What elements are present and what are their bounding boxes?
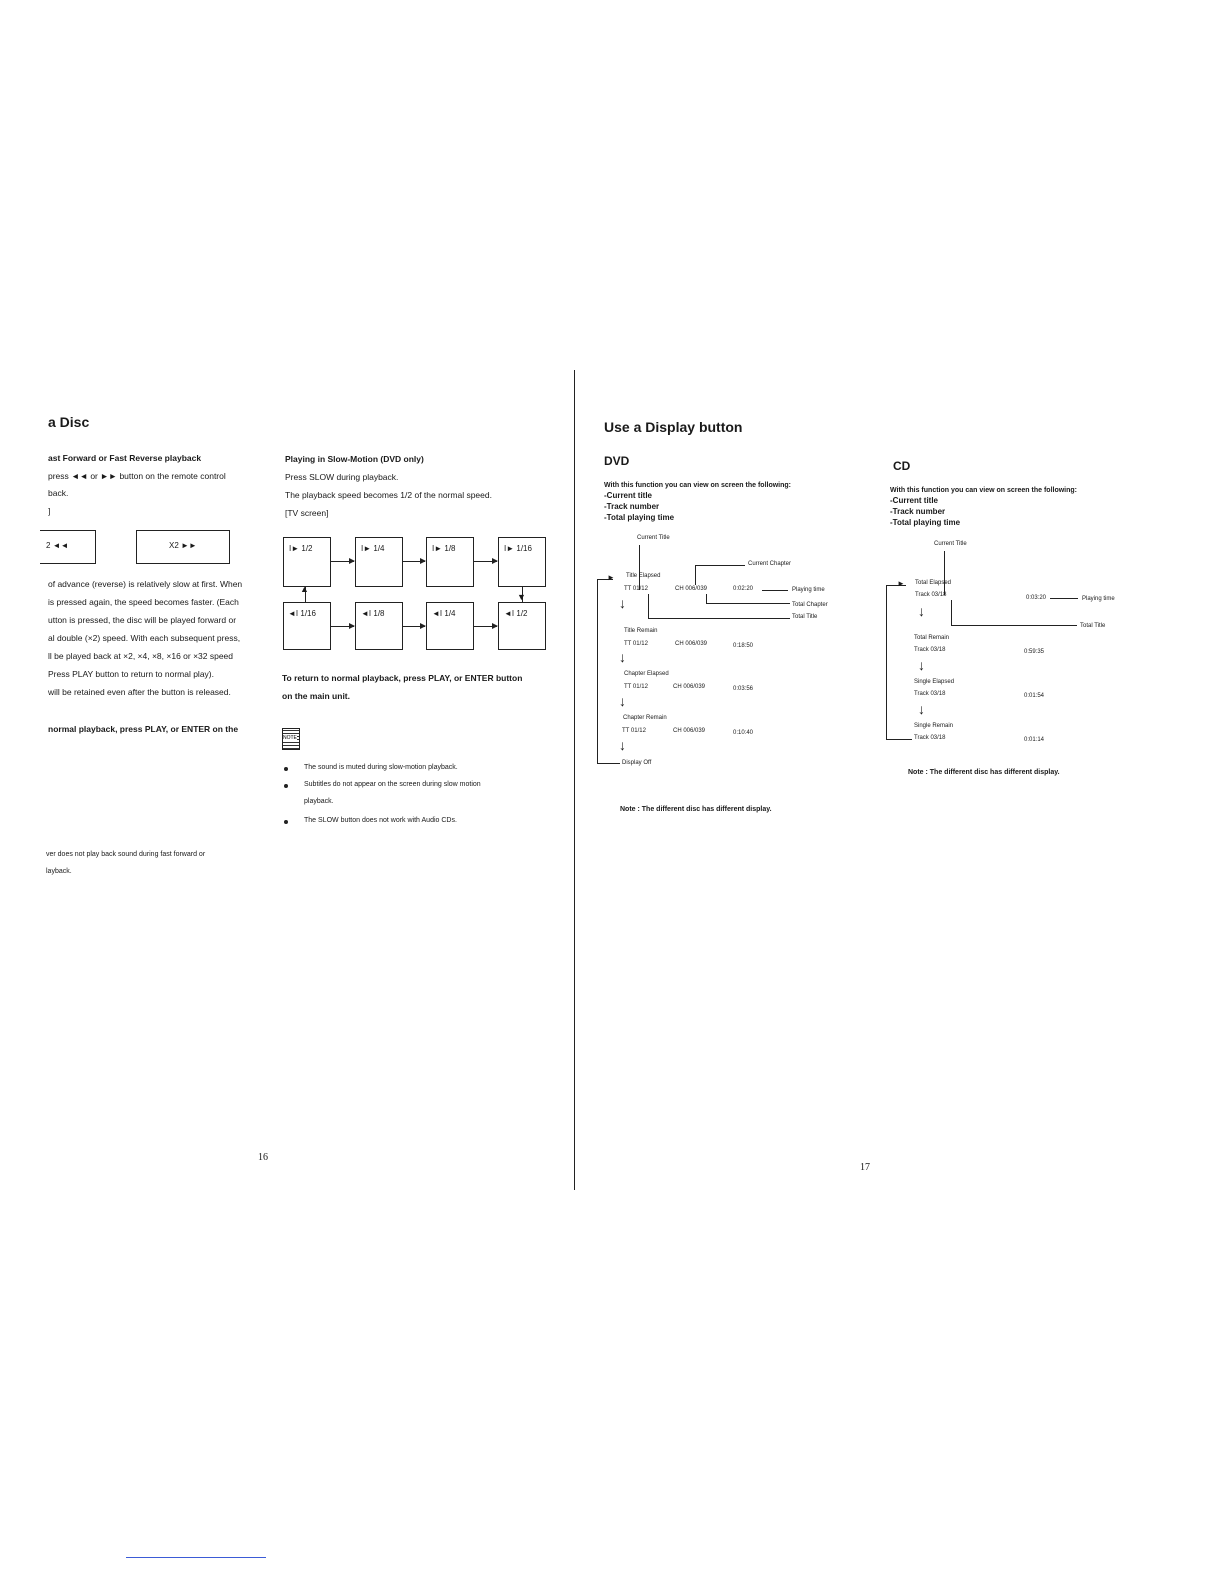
slow-section-title: Playing in Slow-Motion (DVD only) <box>285 454 424 464</box>
cd-state-track: Track 03/18 <box>914 735 946 741</box>
dvd-label-total-title: Total Title <box>792 614 818 620</box>
dvd-intro: With this function you can view on screen the following: <box>604 482 792 489</box>
bullet-icon <box>284 767 288 771</box>
dvd-item: -Current title <box>604 491 652 500</box>
slow-forward-label: I► 1/4 <box>361 544 385 553</box>
cd-item: -Current title <box>890 496 938 505</box>
cd-state-name: Total Elapsed <box>915 580 952 586</box>
ff-paragraph-line: will be retained even after the button is released. <box>48 687 231 697</box>
cd-state-name: Single Remain <box>914 723 954 729</box>
slow-reverse-box-4 <box>498 602 546 650</box>
dvd-label-current-title: Current Title <box>637 535 670 541</box>
ff-paragraph <box>48 575 242 701</box>
down-arrow-icon: ↓ <box>619 737 626 753</box>
flow-arrow <box>403 626 425 627</box>
dvd-state-ch: CH 006/039 <box>673 684 706 690</box>
ff-forward-screen-box <box>136 530 230 564</box>
slow-forward-box-2 <box>355 537 403 587</box>
loop-line <box>886 585 887 739</box>
slow-return-line-1: To return to normal playback, press PLAY, or ENTER button <box>282 673 523 683</box>
cd-state-name: Total Remain <box>914 635 950 641</box>
flow-arrow <box>474 561 497 562</box>
down-arrow-icon: ↓ <box>918 657 925 673</box>
ff-return-text: normal playback, press PLAY, or ENTER on the <box>48 724 239 734</box>
ff-section-title: ast Forward or Fast Reverse playback <box>48 453 202 463</box>
dvd-label-current-chapter: Current Chapter <box>748 561 792 567</box>
slow-line-3: [TV screen] <box>285 508 329 518</box>
callout-line <box>951 600 952 625</box>
cd-state-name: Single Elapsed <box>914 679 955 685</box>
cd-label-total-title: Total Title <box>1080 623 1106 629</box>
cd-label-current-title: Current Title <box>934 541 967 547</box>
slow-reverse-label: ◄I 1/4 <box>432 609 456 618</box>
bullet-icon <box>284 784 288 788</box>
slow-note-1: The sound is muted during slow-motion playback. <box>304 764 458 771</box>
page-divider <box>574 370 575 1190</box>
dvd-state-name: Chapter Elapsed <box>624 671 669 677</box>
slow-forward-label: I► 1/8 <box>432 544 456 553</box>
ff-reverse-label: 2 ◄◄ <box>46 541 69 550</box>
cd-state-track: Track 03/18 <box>914 691 946 697</box>
cd-label-playing-time: Playing time <box>1082 596 1115 602</box>
flow-arrow <box>331 561 354 562</box>
left-page-heading: a Disc <box>48 414 90 430</box>
ff-paragraph-line: Press PLAY button to return to normal play). <box>48 669 214 679</box>
dvd-state-tt: TT 01/12 <box>624 684 648 690</box>
dvd-label-total-chapter: Total Chapter <box>792 602 828 608</box>
ff-line-3: ] <box>48 506 51 516</box>
ff-paragraph-line: utton is pressed, the disc will be played forward or <box>48 615 237 625</box>
dvd-state-ch: CH 006/039 <box>675 586 708 592</box>
callout-line <box>648 594 649 618</box>
slow-reverse-label: ◄I 1/8 <box>361 609 385 618</box>
flow-arrow <box>403 561 425 562</box>
callout-line <box>762 590 788 591</box>
dvd-state-time: 0:02:20 <box>733 586 754 592</box>
cd-item: -Total playing time <box>890 518 961 527</box>
slow-forward-box-4 <box>498 537 546 587</box>
right-arrow-icon: ► <box>607 573 615 582</box>
ff-line-2: back. <box>48 488 69 498</box>
page-number-16: 16 <box>258 1152 268 1163</box>
right-page-heading: Use a Display button <box>604 419 743 435</box>
down-arrow-icon: ↓ <box>918 603 925 619</box>
note-icon <box>282 728 300 750</box>
dvd-state-time: 0:03:56 <box>733 686 754 692</box>
dvd-state-name: Title Elapsed <box>626 573 661 579</box>
down-arrow-icon: ↓ <box>918 701 925 717</box>
dvd-title: DVD <box>604 454 630 468</box>
callout-line <box>648 618 790 619</box>
cd-state-time: 0:03:20 <box>1026 595 1047 601</box>
right-arrow-icon: ► <box>897 579 905 588</box>
slow-forward-label: I► 1/2 <box>289 544 313 553</box>
slow-reverse-label: ◄I 1/2 <box>504 609 528 618</box>
dvd-state-ch: CH 006/039 <box>673 728 706 734</box>
loop-line <box>886 739 912 740</box>
dvd-note: Note : The different disc has different display. <box>620 806 772 813</box>
slow-note-2: Subtitles do not appear on the screen during slow motion <box>304 781 481 788</box>
ff-paragraph-line: ll be played back at ×2, ×4, ×8, ×16 or ×32 speed <box>48 651 234 661</box>
slow-reverse-box-3 <box>426 602 474 650</box>
flow-arrow <box>331 626 354 627</box>
ff-paragraph-line: al double (×2) speed. With each subsequent press, <box>48 633 241 643</box>
dvd-state-time: 0:10:40 <box>733 730 754 736</box>
ff-note-line-1: ver does not play back sound during fast forward or <box>46 851 206 858</box>
cd-item: -Track number <box>890 507 946 516</box>
slow-forward-box-1 <box>283 537 331 587</box>
callout-line <box>706 603 790 604</box>
down-arrow-icon: ↓ <box>619 693 626 709</box>
slow-return-line-2: on the main unit. <box>282 691 350 701</box>
callout-line <box>706 594 707 603</box>
slow-forward-label: I► 1/16 <box>504 544 532 553</box>
cd-note: Note : The different disc has different display. <box>908 769 1060 776</box>
slow-forward-box-3 <box>426 537 474 587</box>
ff-paragraph-line: is pressed again, the speed becomes faster. (Each <box>48 597 239 607</box>
cd-state-track: Track 03/18 <box>914 647 946 653</box>
loop-line <box>597 763 620 764</box>
dvd-state-ch: CH 006/039 <box>675 641 708 647</box>
ff-reverse-screen-box <box>40 530 96 564</box>
cd-items <box>890 495 960 528</box>
note-icon-text: NOTE <box>283 735 297 741</box>
dvd-state-name: Title Remain <box>624 628 658 634</box>
dvd-state-tt: TT 01/12 <box>624 641 648 647</box>
slow-reverse-label: ◄I 1/16 <box>288 609 316 618</box>
dvd-state-time: 0:18:50 <box>733 643 754 649</box>
bullet-icon <box>284 820 288 824</box>
slow-reverse-box-2 <box>355 602 403 650</box>
dvd-state-tt: TT 01/12 <box>622 728 646 734</box>
ff-paragraph-line: of advance (reverse) is relatively slow at first. When <box>48 579 243 589</box>
slow-reverse-box-1 <box>283 602 331 650</box>
down-arrow-icon: ▼ <box>517 592 526 602</box>
down-arrow-icon: ↓ <box>619 595 626 611</box>
loop-line <box>597 579 598 763</box>
callout-line <box>1050 598 1078 599</box>
callout-line <box>951 625 1077 626</box>
dvd-item: -Track number <box>604 502 660 511</box>
cd-state-time: 0:59:35 <box>1024 649 1045 655</box>
cd-title: CD <box>893 459 911 473</box>
callout-line <box>639 545 640 590</box>
scan-blue-line <box>126 1557 266 1558</box>
dvd-item: -Total playing time <box>604 513 675 522</box>
slow-line-1: Press SLOW during playback. <box>285 472 399 482</box>
ff-line-1: press ◄◄ or ►► button on the remote control <box>48 471 226 481</box>
dvd-items <box>604 490 674 523</box>
ff-forward-label: X2 ►► <box>169 541 197 550</box>
callout-line <box>695 565 745 566</box>
slow-note-3: The SLOW button does not work with Audio CDs. <box>304 817 457 824</box>
slow-line-2: The playback speed becomes 1/2 of the normal speed. <box>285 490 492 500</box>
callout-line <box>944 551 945 595</box>
cd-state-time: 0:01:54 <box>1024 693 1045 699</box>
dvd-display-off: Display Off <box>622 760 652 766</box>
ff-note-line-2: layback. <box>46 868 72 875</box>
cd-state-track: Track 03/18 <box>915 592 947 598</box>
dvd-label-playing-time: Playing time <box>792 587 825 593</box>
dvd-state-tt: TT 01/12 <box>624 586 648 592</box>
cd-state-time: 0:01:14 <box>1024 737 1045 743</box>
down-arrow-icon: ↓ <box>619 649 626 665</box>
page-number-17: 17 <box>860 1162 870 1173</box>
dvd-state-name: Chapter Remain <box>623 715 667 721</box>
slow-note-2-cont: playback. <box>304 798 334 805</box>
cd-intro: With this function you can view on screen the following: <box>890 487 1078 494</box>
flow-arrow <box>474 626 497 627</box>
callout-line <box>695 565 696 585</box>
up-arrow-icon: ▲ <box>300 584 309 594</box>
